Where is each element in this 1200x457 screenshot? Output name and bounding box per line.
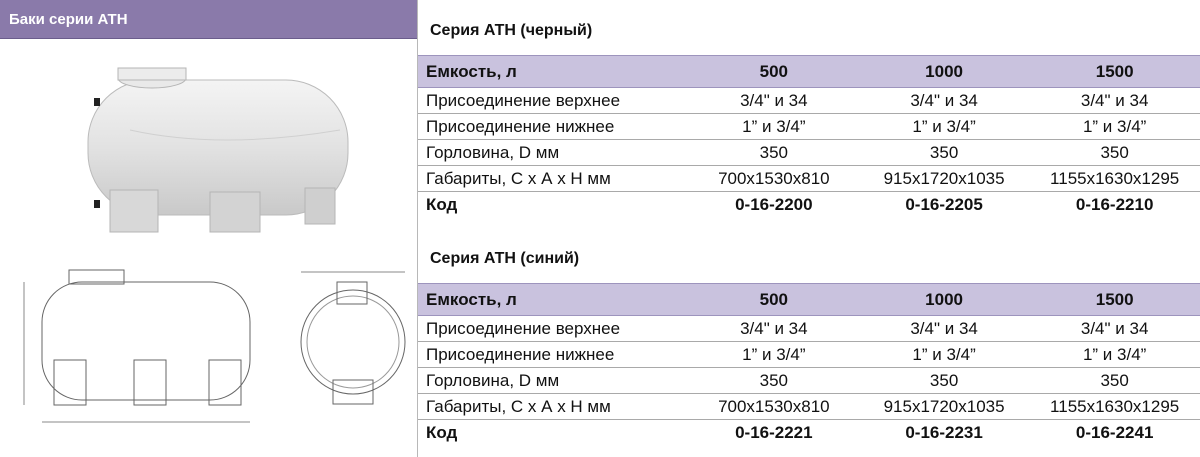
row-label: Присоединение верхнее	[418, 316, 689, 342]
table-cell: 915x1720x1035	[859, 166, 1029, 192]
product-code: 0-16-2221	[735, 422, 813, 442]
product-code: 0-16-2231	[905, 422, 983, 442]
row-label: Габариты, С х А х Н мм	[418, 166, 689, 192]
table-cell: 700x1530x810	[689, 394, 859, 420]
column-header: 1000	[859, 284, 1029, 316]
table-cell: 350	[689, 140, 859, 166]
product-image-panel	[0, 0, 418, 457]
column-header: 1000	[859, 56, 1029, 88]
column-header: 500	[689, 56, 859, 88]
table-row	[418, 114, 1200, 140]
table-cell: 1155x1630x1295	[1029, 166, 1200, 192]
table-cell: 1” и 3/4”	[1029, 342, 1200, 368]
table-cell: 350	[689, 368, 859, 394]
table-cell: 1155x1630x1295	[1029, 394, 1200, 420]
table-row	[418, 316, 1200, 342]
row-label: Габариты, С х А х Н мм	[418, 394, 689, 420]
table-cell: 350	[1029, 368, 1200, 394]
table-cell: 350	[1029, 140, 1200, 166]
row-label: Присоединение верхнее	[418, 88, 689, 114]
row-label: Горловина, D мм	[418, 140, 689, 166]
table-cell: 1” и 3/4”	[859, 342, 1029, 368]
table-cell: 915x1720x1035	[859, 394, 1029, 420]
tank-front-drawing	[293, 252, 413, 442]
table-cell: 700x1530x810	[689, 166, 859, 192]
product-code: 0-16-2205	[905, 194, 983, 214]
code-row	[418, 420, 1200, 446]
product-code: 0-16-2210	[1075, 194, 1154, 214]
column-header: 500	[689, 284, 859, 316]
table-cell: 3/4" и 34	[1029, 88, 1200, 114]
series-title-blue: Серия АТН (синий)	[430, 250, 580, 267]
spec-table-black	[418, 55, 1200, 217]
table-row	[418, 166, 1200, 192]
table-row	[418, 368, 1200, 394]
table-cell: 3/4" и 34	[689, 88, 859, 114]
table-cell: 350	[859, 140, 1029, 166]
column-header: Емкость, л	[418, 284, 689, 316]
spec-panel	[418, 0, 1200, 457]
column-header: Емкость, л	[418, 56, 689, 88]
spec-table-blue	[418, 283, 1200, 445]
table-cell: 1” и 3/4”	[689, 342, 859, 368]
product-code: 0-16-2241	[1075, 422, 1154, 442]
column-header: 1500	[1029, 56, 1200, 88]
row-label: Присоединение нижнее	[418, 342, 689, 368]
table-row	[418, 140, 1200, 166]
table-row	[418, 342, 1200, 368]
table-cell: 3/4" и 34	[1029, 316, 1200, 342]
tank-side-drawing	[14, 252, 279, 442]
table-cell: 350	[859, 368, 1029, 394]
row-label: Код	[426, 194, 458, 214]
table-cell: 1” и 3/4”	[859, 114, 1029, 140]
table-cell: 1” и 3/4”	[1029, 114, 1200, 140]
table-row	[418, 88, 1200, 114]
series-title-black: Серия АТН (черный)	[430, 22, 593, 39]
table-cell: 3/4" и 34	[689, 316, 859, 342]
row-label: Код	[426, 422, 458, 442]
table-cell: 1” и 3/4”	[689, 114, 859, 140]
column-header: 1500	[1029, 284, 1200, 316]
table-header-row	[418, 56, 1200, 88]
product-code: 0-16-2200	[735, 194, 813, 214]
row-label: Горловина, D мм	[418, 368, 689, 394]
tank-photo	[60, 60, 380, 250]
code-row	[418, 192, 1200, 218]
table-row	[418, 394, 1200, 420]
row-label: Присоединение нижнее	[418, 114, 689, 140]
table-cell: 3/4" и 34	[859, 88, 1029, 114]
table-cell: 3/4" и 34	[859, 316, 1029, 342]
table-header-row	[418, 284, 1200, 316]
panel-title: Баки серии АТН	[0, 0, 417, 39]
